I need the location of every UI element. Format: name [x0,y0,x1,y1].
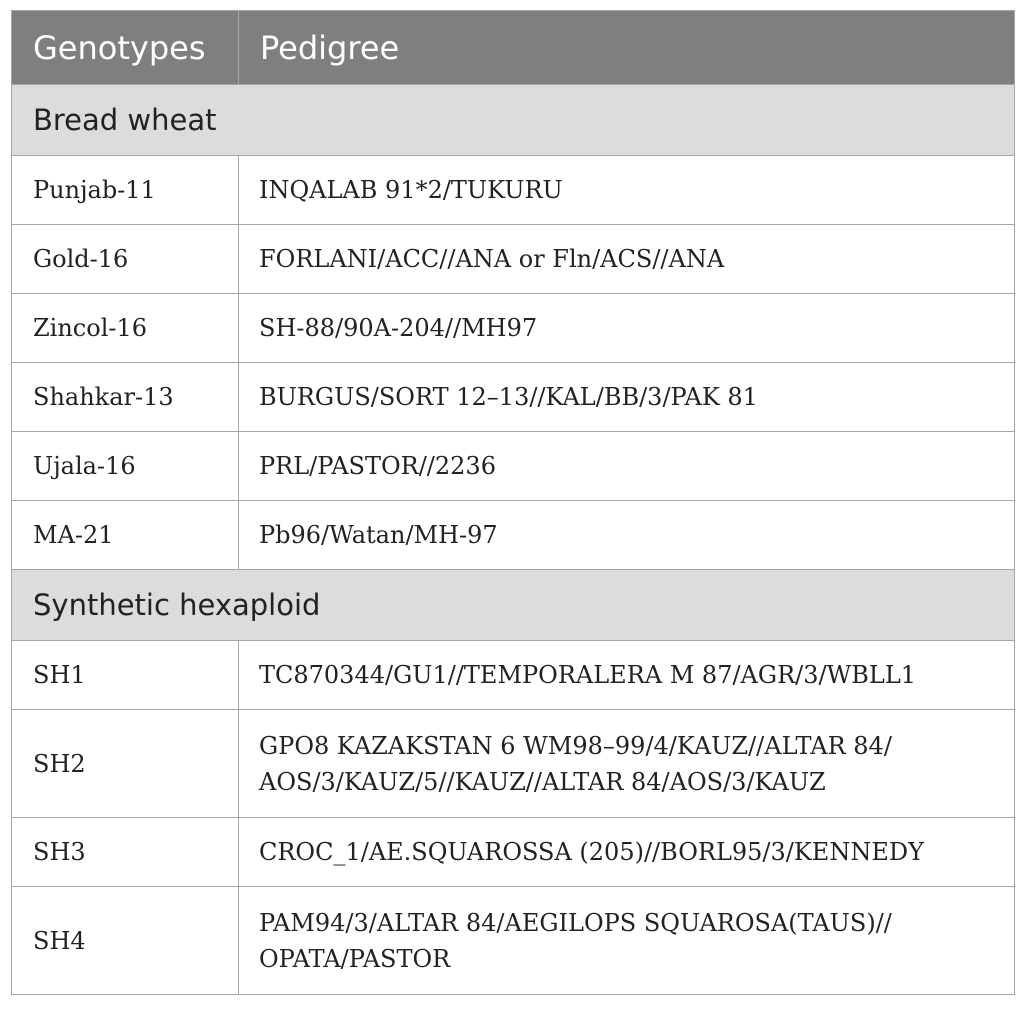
table-row [12,432,1015,501]
group-label: Synthetic hexaploid [12,570,1015,641]
pedigree-cell: PAM94/3/ALTAR 84/AEGILOPS SQUAROSA(TAUS)// OPATA/PASTOR [239,887,1015,995]
column-header-genotypes: Genotypes [12,11,239,85]
table-row [12,363,1015,432]
pedigree-cell: INQALAB 91*2/TUKURU [239,156,1015,225]
table-header-row [12,11,1015,85]
pedigree-cell: PRL/PASTOR//2236 [239,432,1015,501]
genotype-cell: Gold-16 [12,225,239,294]
genotype-cell: SH2 [12,710,239,818]
genotype-cell: Ujala-16 [12,432,239,501]
group-row-bread-wheat [12,85,1015,156]
table-row [12,294,1015,363]
group-label: Bread wheat [12,85,1015,156]
table-row [12,887,1015,995]
group-row-synthetic-hexaploid [12,570,1015,641]
genotype-cell: Punjab-11 [12,156,239,225]
genotype-cell: SH3 [12,818,239,887]
table-row [12,641,1015,710]
table-row [12,710,1015,818]
genotype-cell: SH1 [12,641,239,710]
pedigree-cell: CROC_1/AE.SQUAROSSA (205)//BORL95/3/KENNEDY [239,818,1015,887]
pedigree-cell: BURGUS/SORT 12–13//KAL/BB/3/PAK 81 [239,363,1015,432]
pedigree-cell: GPO8 KAZAKSTAN 6 WM98–99/4/KAUZ//ALTAR 84/ AOS/3/KAUZ/5//KAUZ//ALTAR 84/AOS/3/KAUZ [239,710,1015,818]
genotype-pedigree-table [11,10,1015,995]
column-header-pedigree: Pedigree [239,11,1015,85]
table-row [12,156,1015,225]
table-row [12,225,1015,294]
genotype-cell: Zincol-16 [12,294,239,363]
genotype-pedigree-table-container [11,10,1014,995]
table-row [12,818,1015,887]
pedigree-cell: FORLANI/ACC//ANA or Fln/ACS//ANA [239,225,1015,294]
genotype-cell: Shahkar-13 [12,363,239,432]
table-row [12,501,1015,570]
genotype-cell: MA-21 [12,501,239,570]
genotype-cell: SH4 [12,887,239,995]
pedigree-cell: SH-88/90A-204//MH97 [239,294,1015,363]
pedigree-cell: TC870344/GU1//TEMPORALERA M 87/AGR/3/WBLL1 [239,641,1015,710]
pedigree-cell: Pb96/Watan/MH-97 [239,501,1015,570]
